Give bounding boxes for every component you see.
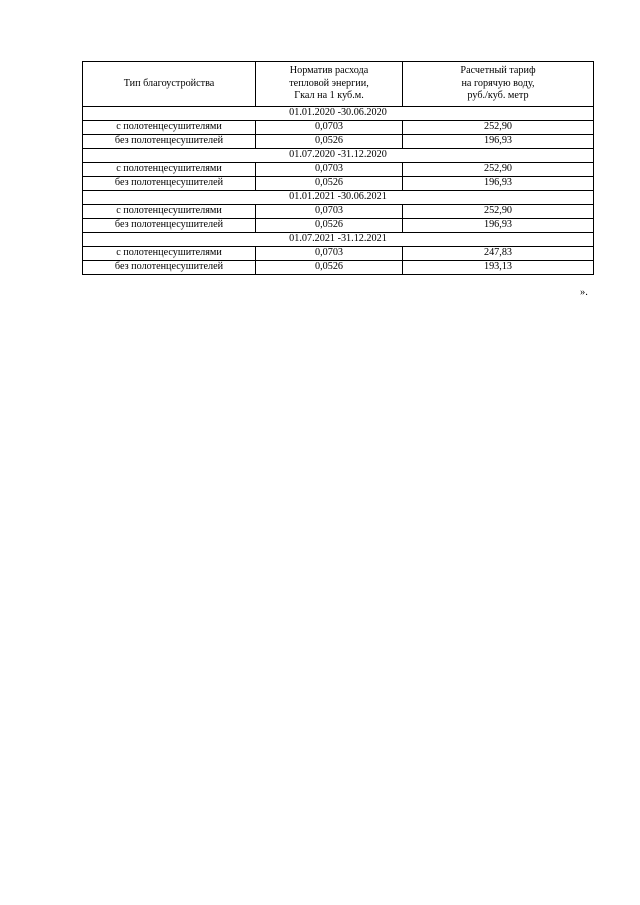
cell-type: с полотенцесушителями (83, 121, 256, 135)
table-row (83, 261, 594, 275)
table-header-row (83, 62, 594, 107)
cell-tariff: 247,83 (403, 247, 594, 261)
cell-norm: 0,0703 (256, 205, 403, 219)
cell-norm: 0,0526 (256, 177, 403, 191)
table-row (83, 163, 594, 177)
cell-type: без полотенцесушителей (83, 177, 256, 191)
closing-quote-mark: ». (580, 287, 588, 298)
cell-norm: 0,0526 (256, 135, 403, 149)
cell-type: с полотенцесушителями (83, 247, 256, 261)
cell-type: без полотенцесушителей (83, 261, 256, 275)
cell-type: без полотенцесушителей (83, 135, 256, 149)
header-type: Тип благоустройства (83, 62, 256, 107)
table-row (83, 135, 594, 149)
period-row (83, 107, 594, 121)
period-label: 01.01.2020 -30.06.2020 (83, 107, 594, 121)
cell-norm: 0,0703 (256, 247, 403, 261)
header-tariff: Расчетный тариф на горячую воду, руб./куб. метр (403, 62, 594, 107)
cell-tariff: 252,90 (403, 163, 594, 177)
table-row (83, 219, 594, 233)
period-label: 01.07.2021 -31.12.2021 (83, 233, 594, 247)
cell-type: с полотенцесушителями (83, 163, 256, 177)
table-row (83, 247, 594, 261)
period-label: 01.01.2021 -30.06.2021 (83, 191, 594, 205)
period-row (83, 191, 594, 205)
cell-tariff: 193,13 (403, 261, 594, 275)
cell-tariff: 196,93 (403, 177, 594, 191)
period-label: 01.07.2020 -31.12.2020 (83, 149, 594, 163)
cell-tariff: 252,90 (403, 121, 594, 135)
table-row (83, 177, 594, 191)
tariff-table (82, 61, 594, 275)
cell-norm: 0,0526 (256, 219, 403, 233)
table-row (83, 121, 594, 135)
period-row (83, 149, 594, 163)
cell-norm: 0,0703 (256, 121, 403, 135)
period-row (83, 233, 594, 247)
cell-type: с полотенцесушителями (83, 205, 256, 219)
table-body (83, 107, 594, 275)
cell-tariff: 252,90 (403, 205, 594, 219)
cell-tariff: 196,93 (403, 219, 594, 233)
cell-norm: 0,0703 (256, 163, 403, 177)
cell-type: без полотенцесушителей (83, 219, 256, 233)
cell-tariff: 196,93 (403, 135, 594, 149)
cell-norm: 0,0526 (256, 261, 403, 275)
table-row (83, 205, 594, 219)
header-norm: Норматив расхода тепловой энергии, Гкал на 1 куб.м. (256, 62, 403, 107)
